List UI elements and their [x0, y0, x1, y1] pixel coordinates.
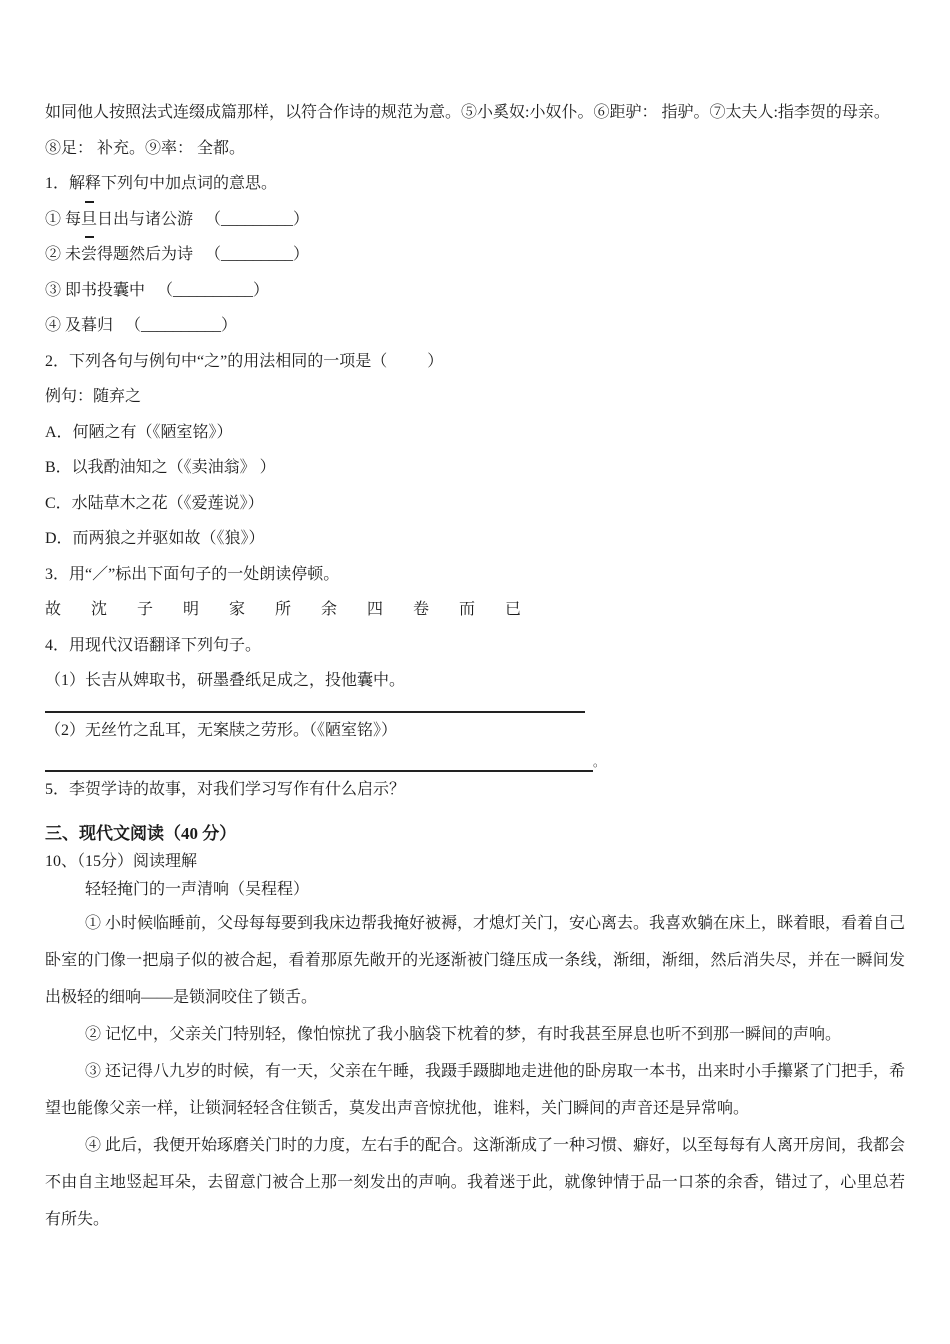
item-text-post: 日出与诸公游 [97, 210, 194, 228]
answer-line-1 [45, 699, 905, 713]
question-1-item-2 [45, 237, 905, 273]
answer-underline [45, 699, 585, 713]
note-line-1: 如同他人按照法式连缀成篇那样，以符合作诗的规范为意。⑤小奚奴:小奴仆。⑥距驴： 指驴。⑦太夫人:指李贺的母亲。 [45, 104, 890, 121]
question-4-stem: 4．用现代汉语翻译下列句子。 [45, 636, 262, 654]
item-text-pre: ④ 及暮归 [45, 317, 114, 334]
item-text-pre: ① 每 [45, 210, 82, 228]
question-4-sub-2: （2）无丝竹之乱耳，无案牍之劳形。（《陋室铭》） [45, 721, 398, 739]
passage-paragraph-4: ④ 此后，我便开始琢磨关门时的力度，左右手的配合。这渐渐成了一种习惯、癖好，以至每每有人离开房间，我都会不由自主地竖起耳朵，去留意门被合上那一刻发出的声响。我着迷于此，就像钟情于品一口茶的余香，错过了，心里总若有所失。 [45, 1136, 906, 1228]
period-mark: 。 [593, 755, 606, 769]
answer-blank: （__________） [157, 281, 270, 299]
question-3-sentence: 故 沈 子 明 家 所 余 四 卷 而 已 [45, 601, 522, 618]
answer-underline [45, 758, 593, 772]
question-5-stem: 5．李贺学诗的故事，对我们学习写作有什么启示？ [45, 781, 406, 798]
item-text-post: 得题然后为诗 [97, 246, 194, 263]
emphasized-char: 尝 [81, 237, 97, 273]
section-3-title: 三、现代文阅读（40 分） [45, 823, 237, 843]
question-2-option-d: D．而两狼之并驱如故（《狼》） [45, 530, 265, 547]
question-2-option-a: A．何陋之有（《陋室铭》） [45, 423, 233, 441]
note-line-2: ⑧足： 补充。⑨率： 全都。 [45, 139, 246, 157]
reading-passage [45, 905, 905, 1238]
question-1-item-1 [45, 202, 905, 238]
question-1-item-3 [45, 273, 905, 309]
question-2-option-b: B．以我酌油知之（《卖油翁》 ） [45, 459, 276, 476]
passage-paragraph-3: ③ 还记得八九岁的时候，有一天，父亲在午睡，我蹑手蹑脚地走进他的卧房取一本书，出来时小手攥紧了门把手，希望也能像父亲一样，让锁洞轻轻含住锁舌，莫发出声音惊扰他，谁料，关门瞬间的声音还是异常响。 [45, 1062, 906, 1117]
answer-line-2 [45, 752, 905, 772]
emphasized-char: 旦 [81, 202, 97, 238]
answer-blank: （_________） [205, 210, 310, 228]
item-text-pre: ③ 即书投囊中 [45, 281, 146, 299]
item-text-pre: ② 未 [45, 246, 82, 263]
question-1-item-4 [45, 308, 905, 344]
passage-title: 轻轻掩门的一声清响（吴程程） [85, 880, 310, 898]
question-2-example: 例句：随弃之 [45, 388, 142, 405]
question-3-stem: 3．用“／”标出下面句子的一处朗读停顿。 [45, 565, 340, 583]
question-1-stem: 1．解释下列句中加点词的意思。 [45, 175, 278, 192]
question-4-sub-1: （1）长吉从婢取书，研墨叠纸足成之，投他囊中。 [45, 672, 406, 689]
passage-paragraph-1: ① 小时候临睡前，父母每每要到我床边帮我掩好被褥，才熄灯关门，安心离去。我喜欢躺在床上，眯着眼，看着自己卧室的门像一把扇子似的被合起，看着那原先敞开的光逐渐被门缝压成一条线，渐细，渐细，然后消失尽，并在一瞬间发出极轻的细响——是锁洞咬住了锁舌。 [45, 914, 906, 1006]
question-2-stem: 2．下列各句与例句中“之”的用法相同的一项是（ ） [45, 352, 444, 370]
question-2-option-c: C．水陆草木之花（《爱莲说》） [45, 494, 264, 512]
answer-blank: （_________） [205, 246, 310, 263]
passage-paragraph-2: ② 记忆中，父亲关门特别轻，像怕惊扰了我小脑袋下枕着的梦，有时我甚至屏息也听不到那一瞬间的声响。 [85, 1025, 842, 1043]
question-10-label: 10、（15分）阅读理解 [45, 852, 198, 870]
answer-blank: （__________） [125, 317, 238, 334]
